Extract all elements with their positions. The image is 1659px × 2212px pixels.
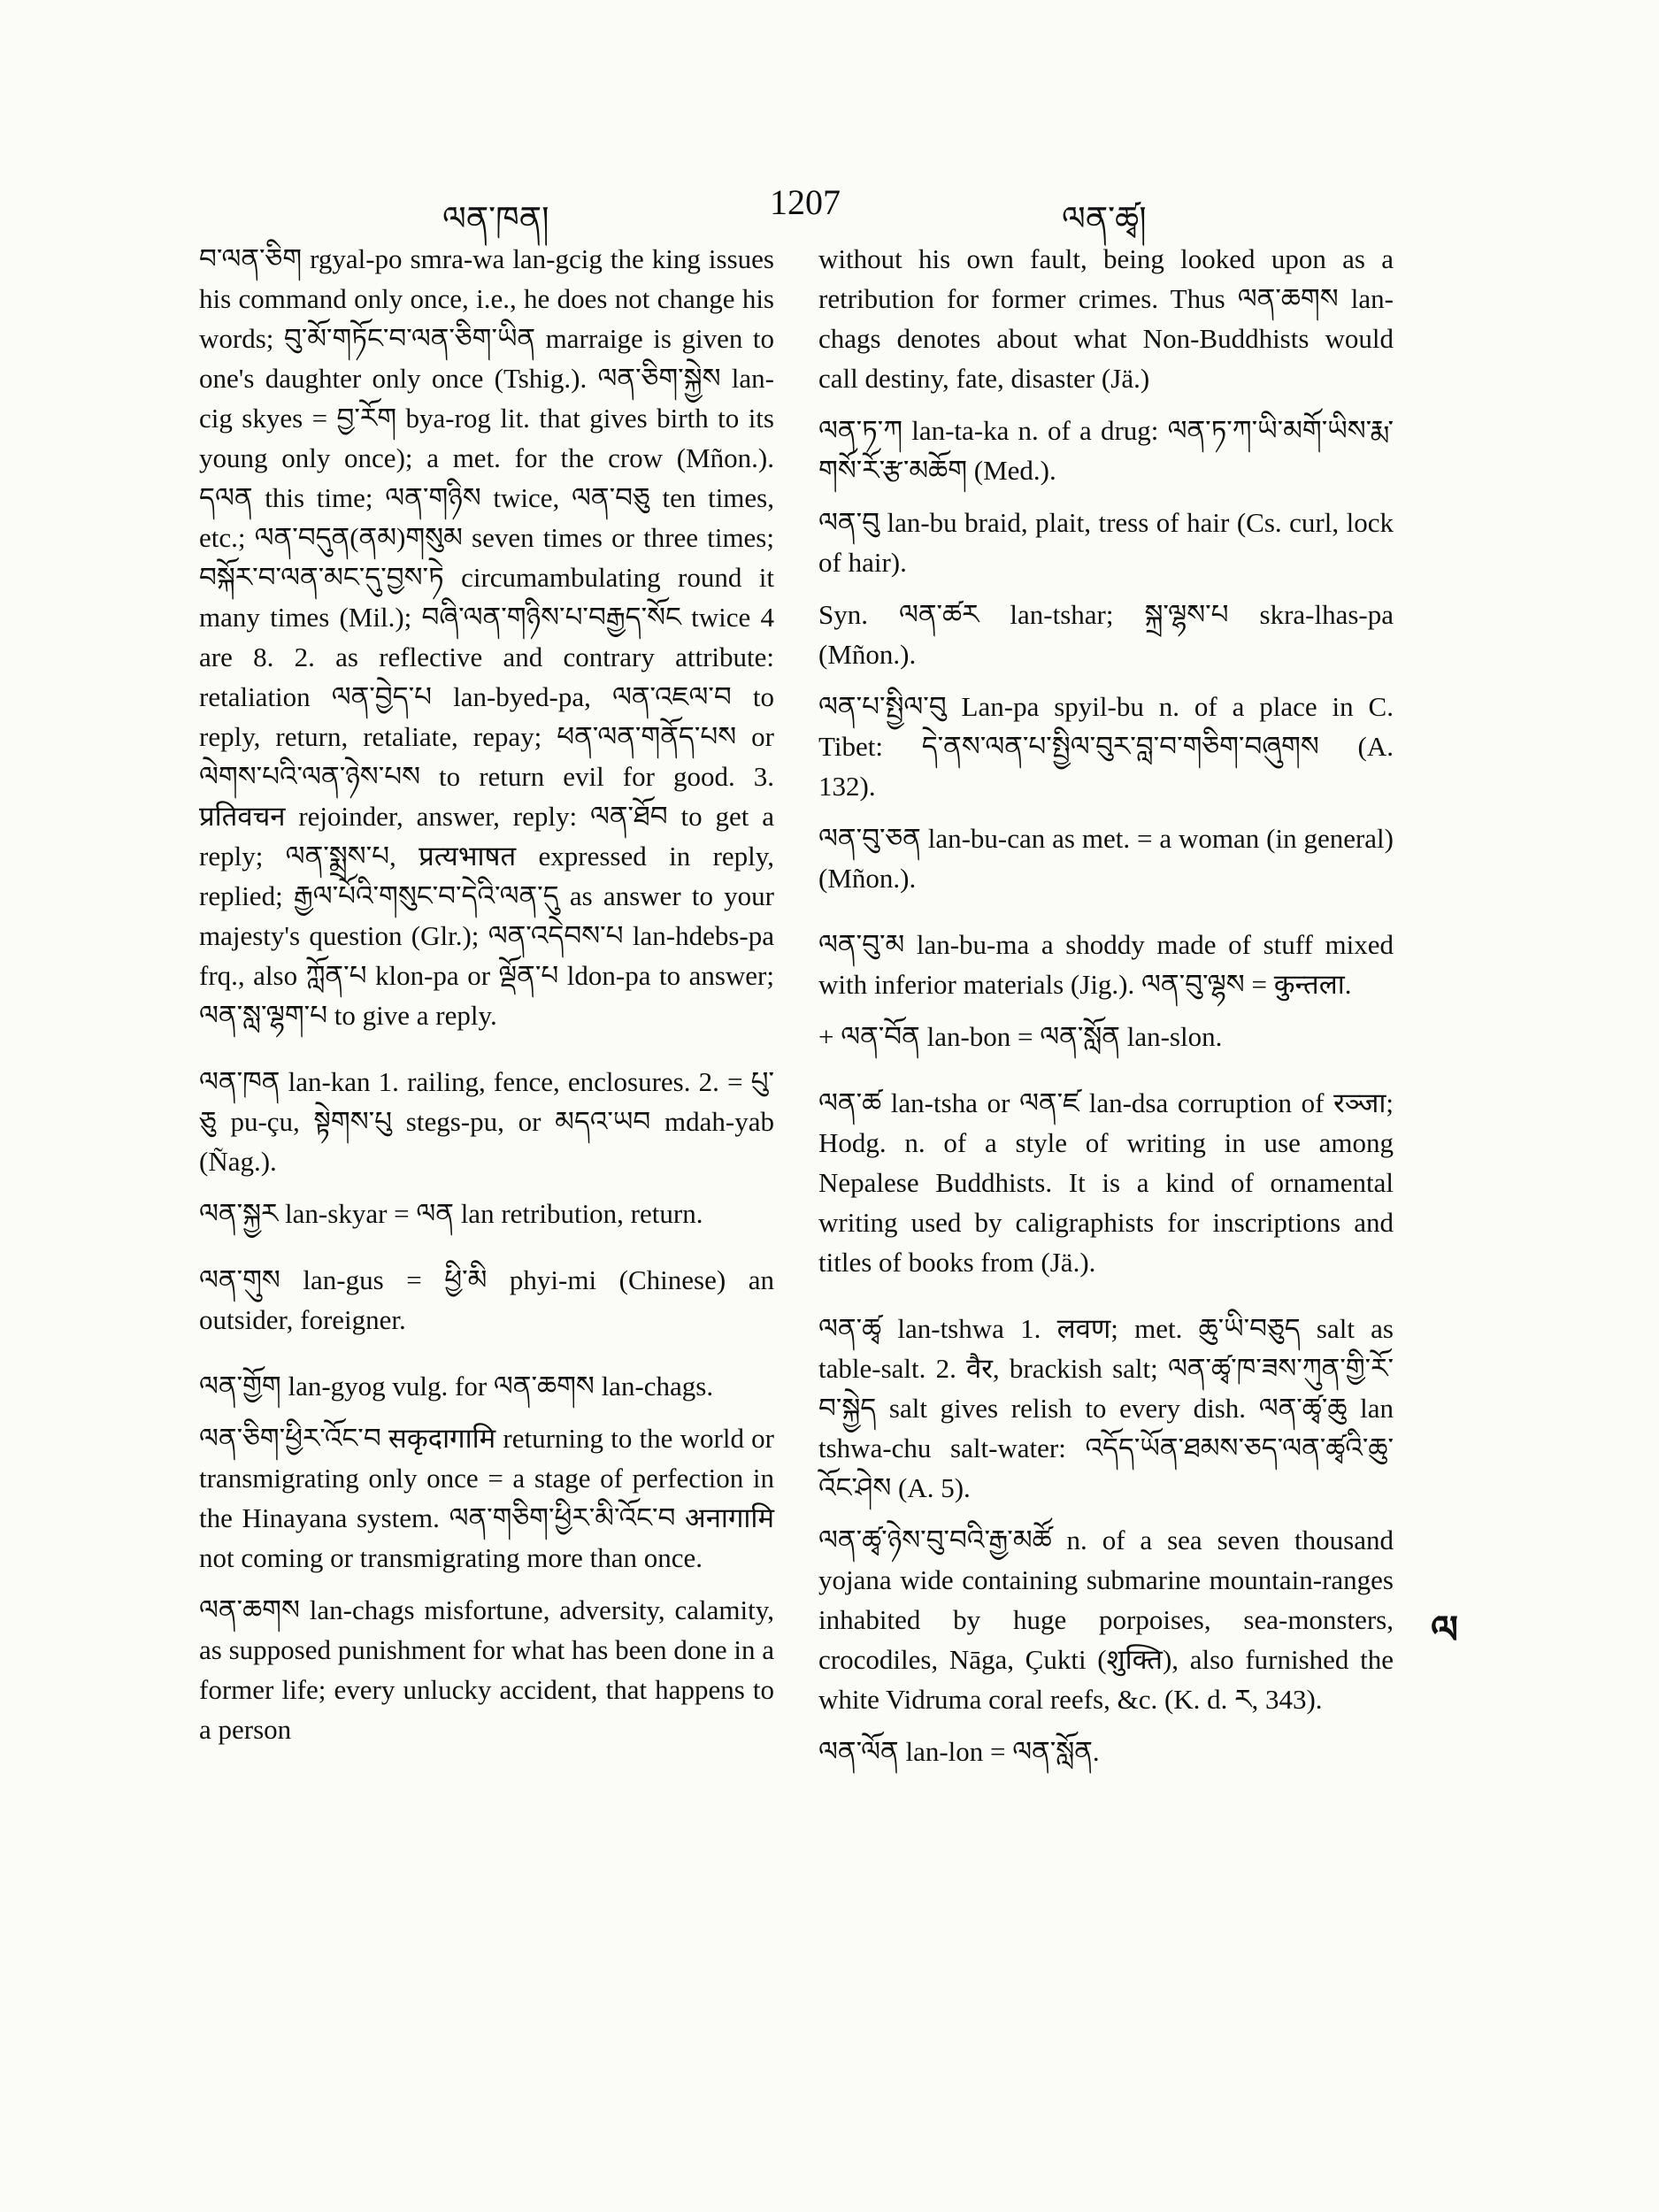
entry-paragraph: ལན་བུ lan-bu braid, plait, tress of hair (Cs. curl, lock of hair). [818,507,1394,578]
entry-paragraph: ལན་ཏ་ཀ lan-ta-ka n. of a drug: ལན་ཏ་ཀ་ཡི་མགོ་ཡིས་རྨ་གསོ་རོ་རྩ་མཆོག (Med.). [818,415,1394,486]
entry-paragraph: ལན་ཅིག་ཕྱིར་འོང་བ सकृदागामि returning to the world or transmigrating only once = a stage of perfection in the Hinayana system. ལན་གཅིག་ཕྱིར་མི་འོང་བ अनागामि not coming or transmigrating more than once. [199,1423,774,1573]
entry-paragraph: ལན་ལོན lan-lon = ལན་སློན. [818,1736,1100,1767]
entry-paragraph: Syn. ལན་ཚར lan-tshar; སྐྲ་ལྷས་པ skra-lhas-pa (Mñon.). [818,599,1394,670]
entry-paragraph: ལན་ཁན lan-kan 1. railing, fence, enclosures. 2. = པུ་ཅུ pu-çu, སྟེགས་པུ stegs-pu, or མདའ་ཡབ mdah-yab (Ñag.). [199,1066,774,1177]
entry-paragraph: ལན་བུ་མ lan-bu-ma a shoddy made of stuff mixed with inferior materials (Jig.). ལན་བུ་ལྷས = कुन्तला. [818,929,1394,1000]
entry-paragraph: ལན་ཆགས lan-chags misfortune, adversity, calamity, as supposed punishment for what has been done in a former life; every unlucky accident, that happens to a person [199,1594,775,1745]
entry-paragraph: ལན་གུས lan-gus = ཕྱི་མི phyi-mi (Chinese) an outsider, foreigner. [199,1264,774,1335]
header-right-headword: ལན་ཚྭ། [1062,201,1147,238]
entry-paragraph: ལན་བུ་ཅན lan-bu-can as met. = a woman (in general) (Mñon.). [818,823,1394,894]
entry-paragraph: without his own fault, being looked upon as a retribution for former crimes. Thus ལན་ཆགས lan-chags denotes about what Non-Buddhists would call destiny, fate, disaster (Jä.) [818,243,1394,394]
right-column [818,239,1394,1784]
left-column [199,239,774,1762]
entry-paragraph: + ལན་བོན lan-bon = ལན་སློན lan-slon. [818,1021,1223,1052]
entry-paragraph: ལན་པ་སྤྱིལ་བུ Lan-pa spyil-bu n. of a place in C. Tibet: དེ་ནས་ལན་པ་སྤྱིལ་བུར་བླ་བ་གཅིག་བཞུགས (A. 132). [818,691,1394,802]
thumb-index-tab: ལ [1430,1608,1459,1653]
entry-paragraph: ལན་གྱོག lan-gyog vulg. for ལན་ཆགས lan-chags. [199,1371,714,1402]
header-left-headword: ལན་ཁན། [442,201,549,238]
entry-paragraph: ལན་སྐྱར lan-skyar = ལན lan retribution, return. [199,1198,703,1229]
entry-paragraph: ལན་ཚྭ་ཉེས་བུ་བའི་རྒྱ་མཚོ n. of a sea seven thousand yojana wide containing submarine mountain-ranges inhabited by huge porpoises, sea-monsters, crocodiles, Nāga, Çukti (शुक्ति), also furnished the white Vidruma coral reefs, &c. (K. d. ར, 343). [818,1525,1394,1715]
entry-paragraph: བ་ལན་ཅིག rgyal-po smra-wa lan-gcig the king issues his command only once, i.e., he does not change his words; བུ་མོ་གཏོང་བ་ལན་ཅིག་ཡིན marraige is given to one's daughter only once (Tshig.). ལན་ཅིག་སྐྱེས lan-cig skyes = བྱ་རོག bya-rog lit. that gives birth to its young only once); a met. for the crow (Mñon.). དལན this time; ལན་གཉིས twice, ལན་བཅུ ten times, etc.; ལན་བདུན(ནམ)གསུམ seven times or three times; བསྐོར་བ་ལན་མང་དུ་བྱས་ཏེ circumambulating round it many times (Mil.); བཞི་ལན་གཉིས་པ་བརྒྱད་སོང twice 4 are 8. 2. as reflective and contrary attribute: retaliation ལན་བྱེད་པ lan-byed-pa, ལན་འཇལ་བ to reply, return, retaliate, repay; ཕན་ལན་གནོད་པས or ལེགས་པའི་ལན་ཉེས་པས to return evil for good. 3. प्रतिवचन rejoinder, answer, reply: ལན་ཐོབ to get a reply; ལན་སྨྲས་པ, प्रत्यभाषत expressed in reply, replied; རྒྱལ་པོའི་གསུང་བ་དེའི་ལན་དུ as answer to your majesty's question (Glr.); ལན་འདེབས་པ lan-hdebs-pa frq., also ཀློན་པ klon-pa or ལྡོན་པ ldon-pa to answer; ལན་སླ་ལྷག་པ to give a reply. [199,243,774,1031]
entry-paragraph: ལན་ཚྭ lan-tshwa 1. लवण; met. ཆུ་ཡི་བཅུད salt as table-salt. 2. वैर, brackish salt; ལན་ཚྭ་ཁ་ཟས་ཀུན་གྱི་རོ་བ་སྐྱེད salt gives relish to every dish. ལན་ཚྭ་ཆུ lan tshwa-chu salt-water: འདོད་ཡོན་ཐམས་ཅད་ལན་ཚྭའི་ཆུ་འོང་ཤེས (A. 5). [818,1313,1394,1503]
entry-paragraph: ལན་ཚ lan-tsha or ལན་ཛ lan-dsa corruption of रञ्जा; Hodg. n. of a style of writing in use among Nepalese Buddhists. It is a kind of ornamental writing used by caligraphists for inscriptions and titles of books from (Jä.). [818,1087,1394,1278]
page-number: 1207 [770,182,841,222]
